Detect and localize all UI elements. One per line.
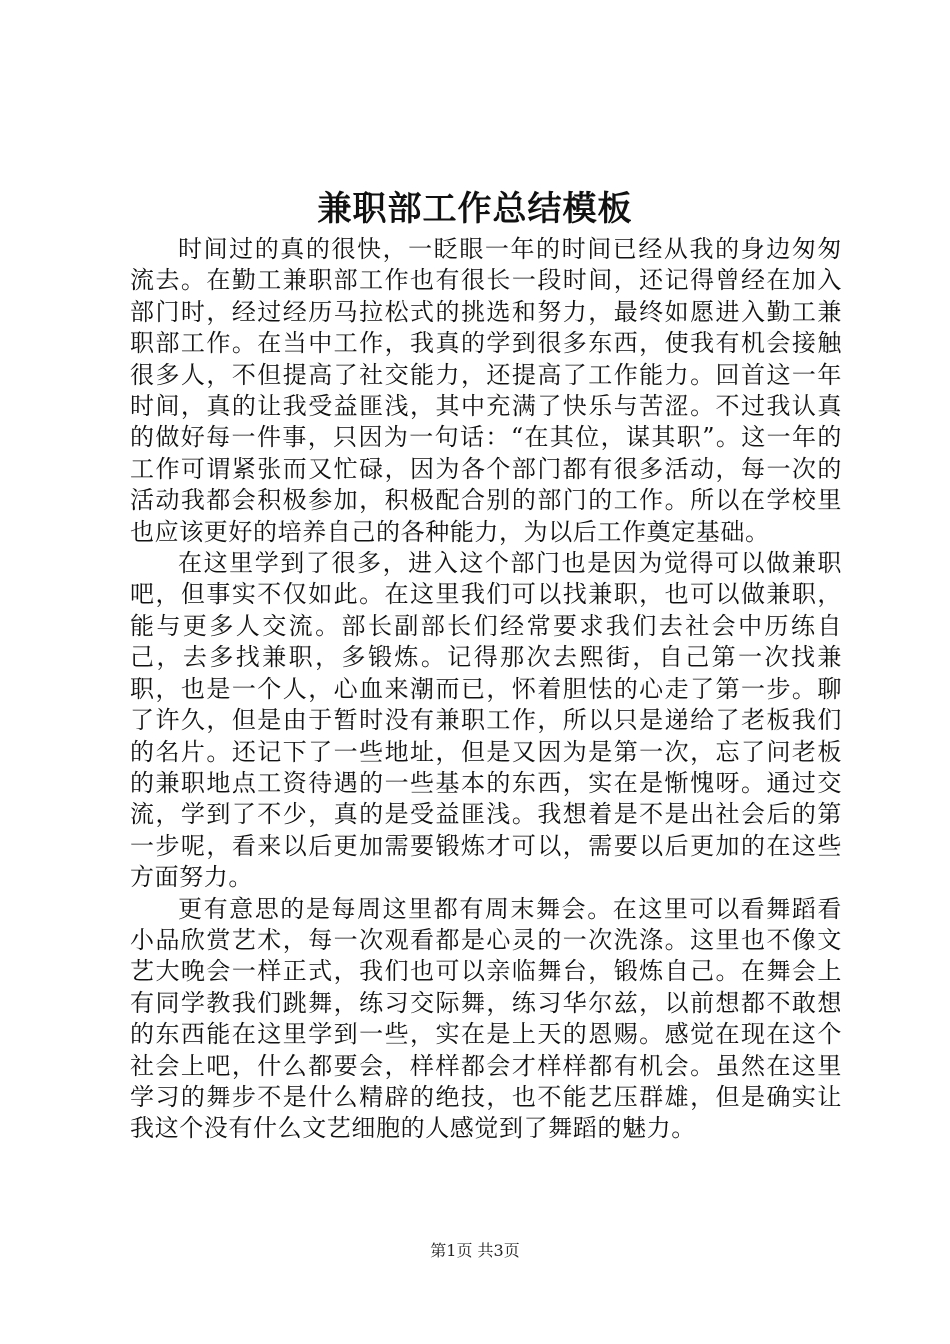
page-number-footer: 第1页 共3页 bbox=[430, 1241, 520, 1260]
document-title: 兼职部工作总结模板 bbox=[317, 189, 633, 229]
paragraph-2: 在这里学到了很多，进入这个部门也是因为觉得可以做兼职吧，但事实不仅如此。在这里我们可以找兼职，也可以做兼职，能与更多人交流。部长副部长们经常要求我们去社会中历练自己，去多找兼职，多锻炼。记得那次去熙街，自己第一次找兼职，也是一个人，心血来潮而已，怀着胆怯的心走了第一步。聊了许久，但是由于暂时没有兼职工作，所以只是递给了老板我们的名片。还记下了一些地址，但是又因为是第一次，忘了问老板的兼职地点工资待遇的一些基本的东西，实在是惭愧呀。通过交流，学到了不少，真的是受益匪浅。我想着是不是出社会后的第一步呢，看来以后更加需要锻炼才可以，需要以后更加的在这些方面努力。 bbox=[130, 549, 842, 892]
document-body bbox=[130, 234, 842, 1145]
paragraph-3: 更有意思的是每周这里都有周末舞会。在这里可以看舞蹈看小品欣赏艺术，每一次观看都是心灵的一次洗涤。这里也不像文艺大晚会一样正式，我们也可以亲临舞台，锻炼自己。在舞会上有同学教我们跳舞，练习交际舞，练习华尔兹，以前想都不敢想的东西能在这里学到一些，实在是上天的恩赐。感觉在现在这个社会上吧，什么都要会，样样都会才样样都有机会。虽然在这里学习的舞步不是什么精辟的绝技，也不能艺压群雄，但是确实让我这个没有什么文艺细胞的人感觉到了舞蹈的魅力。 bbox=[130, 894, 842, 1143]
paragraph-1: 时间过的真的很快，一眨眼一年的时间已经从我的身边匆匆流去。在勤工兼职部工作也有很长一段时间，还记得曾经在加入部门时，经过经历马拉松式的挑选和努力，最终如愿进入勤工兼职部工作。在当中工作，我真的学到很多东西，使我有机会接触很多人，不但提高了社交能力，还提高了工作能力。回首这一年时间，真的让我受益匪浅，其中充满了快乐与苦涩。不过我认真的做好每一件事，只因为一句话：“在其位，谋其职”。这一年的工作可谓紧张而又忙碌，因为各个部门都有很多活动，每一次的活动我都会积极参加，积极配合别的部门的工作。所以在学校里也应该更好的培养自己的各种能力，为以后工作奠定基础。 bbox=[130, 235, 842, 546]
